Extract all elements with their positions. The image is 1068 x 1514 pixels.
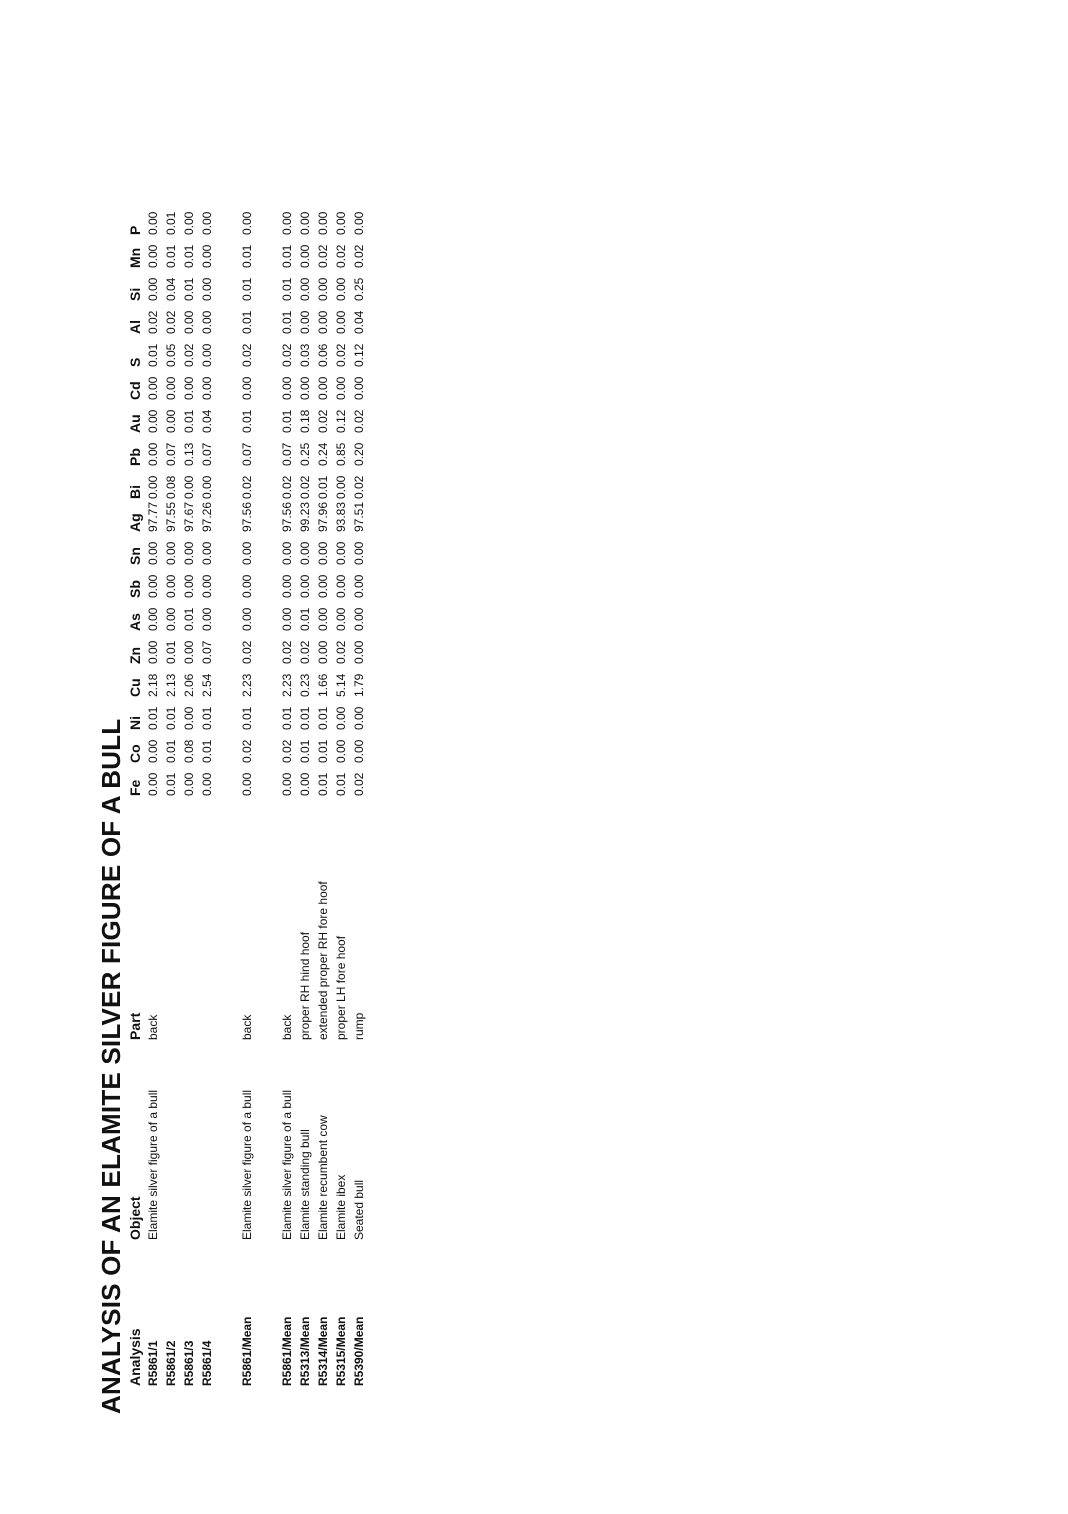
element-value-cell: 97.26	[200, 501, 214, 532]
element-value-cell: 0.00	[280, 376, 294, 400]
element-value-cell: 0.01	[240, 310, 254, 334]
element-value-cell: 0.12	[334, 409, 348, 433]
element-value-cell: 0.00	[240, 772, 254, 796]
element-value-cell: 0.01	[200, 739, 214, 763]
element-value-cell: 0.00	[280, 607, 294, 631]
table-row	[162, 202, 180, 1386]
element-value-cell: 0.00	[316, 640, 330, 664]
element-value-cell: 0.00	[298, 376, 312, 400]
element-value-cell: 0.01	[316, 739, 330, 763]
element-value-cell: 0.00	[164, 574, 178, 598]
element-value-cell: 0.00	[280, 772, 294, 796]
object-cell: Elamite recumbent cow	[316, 1115, 330, 1240]
element-value-cell: 0.06	[316, 343, 330, 367]
element-value-cell: 0.02	[352, 409, 366, 433]
element-value-cell: 0.00	[182, 211, 196, 235]
element-value-cell: 0.00	[182, 475, 196, 499]
element-value-cell: 0.00	[200, 277, 214, 301]
element-value-cell: 0.01	[164, 244, 178, 268]
element-value-cell: 0.01	[182, 409, 196, 433]
element-value-cell: 0.00	[146, 409, 160, 433]
table-header-row	[126, 202, 144, 1386]
element-value-cell: 0.18	[298, 409, 312, 433]
part-cell: extended proper RH fore hoof	[316, 881, 330, 1040]
analysis-id-cell: R5861/4	[200, 1340, 214, 1386]
document-title: ANALYSIS OF AN ELAMITE SILVER FIGURE OF A BULL	[96, 718, 126, 1414]
element-value-cell: 0.00	[200, 541, 214, 565]
part-cell: back	[146, 1014, 160, 1040]
element-value-cell: 0.00	[164, 541, 178, 565]
column-header: Ni	[127, 716, 143, 730]
object-cell	[198, 1040, 216, 1240]
table-row	[144, 202, 162, 1386]
element-value-cell: 0.00	[352, 739, 366, 763]
analysis-id-cell: R5314/Mean	[316, 1316, 330, 1386]
column-header: P	[127, 225, 143, 235]
element-value-cell: 0.01	[240, 409, 254, 433]
analysis-id-cell: R5861/3	[182, 1340, 196, 1386]
element-value-cell: 0.00	[352, 607, 366, 631]
part-cell: proper LH fore hoof	[334, 935, 348, 1040]
column-header: Cd	[127, 381, 143, 400]
element-value-cell: 0.00	[200, 475, 214, 499]
element-value-cell: 0.02	[240, 640, 254, 664]
element-value-cell: 0.00	[200, 211, 214, 235]
object-cell	[180, 1040, 198, 1240]
element-value-cell: 1.66	[316, 673, 330, 697]
element-value-cell: 0.02	[280, 343, 294, 367]
element-value-cell: 0.05	[164, 343, 178, 367]
element-value-cell: 0.00	[316, 310, 330, 334]
element-value-cell: 0.02	[164, 310, 178, 334]
element-value-cell: 0.00	[316, 277, 330, 301]
element-value-cell: 0.00	[146, 607, 160, 631]
table-row	[314, 202, 332, 1386]
element-value-cell: 0.02	[334, 640, 348, 664]
element-value-cell: 0.00	[298, 574, 312, 598]
part-cell: back	[280, 1014, 294, 1040]
element-value-cell: 0.13	[182, 442, 196, 466]
element-value-cell: 0.00	[298, 310, 312, 334]
analysis-id-cell: R5315/Mean	[334, 1316, 348, 1386]
element-value-cell: 0.00	[316, 376, 330, 400]
element-value-cell: 0.02	[280, 739, 294, 763]
element-value-cell: 99.23	[298, 501, 312, 532]
element-value-cell: 0.00	[146, 739, 160, 763]
element-value-cell: 2.18	[146, 673, 160, 697]
object-cell: Elamite silver figure of a bull	[240, 1089, 254, 1240]
element-value-cell: 0.02	[240, 343, 254, 367]
element-value-cell: 0.23	[298, 673, 312, 697]
element-value-cell: 0.00	[298, 277, 312, 301]
column-header: Pb	[127, 448, 143, 466]
column-header: Bi	[127, 485, 143, 499]
element-value-cell: 0.00	[146, 475, 160, 499]
analysis-id-cell: R5313/Mean	[298, 1316, 312, 1386]
element-value-cell: 97.67	[182, 501, 196, 532]
table-row	[332, 202, 350, 1386]
element-value-cell: 0.00	[240, 574, 254, 598]
group-spacer	[256, 202, 278, 1386]
element-value-cell: 0.07	[280, 442, 294, 466]
element-value-cell: 0.00	[182, 706, 196, 730]
object-cell: Elamite silver figure of a bull	[280, 1089, 294, 1240]
element-value-cell: 0.00	[334, 277, 348, 301]
element-value-cell: 0.00	[182, 310, 196, 334]
element-value-cell: 0.00	[182, 376, 196, 400]
element-value-cell: 2.13	[164, 673, 178, 697]
element-value-cell: 0.07	[164, 442, 178, 466]
analysis-id-cell: R5390/Mean	[352, 1316, 366, 1386]
element-value-cell: 0.00	[298, 244, 312, 268]
element-value-cell: 0.00	[200, 772, 214, 796]
element-value-cell: 0.00	[240, 607, 254, 631]
element-value-cell: 0.00	[334, 541, 348, 565]
element-value-cell: 0.00	[240, 211, 254, 235]
element-value-cell: 0.00	[352, 640, 366, 664]
element-value-cell: 0.01	[298, 706, 312, 730]
object-cell: Elamite silver figure of a bull	[146, 1089, 160, 1240]
element-value-cell: 0.01	[316, 772, 330, 796]
object-cell: Seated bull	[352, 1179, 366, 1240]
table-row	[296, 202, 314, 1386]
element-value-cell: 0.00	[164, 376, 178, 400]
element-value-cell: 0.01	[164, 211, 178, 235]
element-value-cell: 0.02	[240, 475, 254, 499]
element-value-cell: 0.02	[352, 244, 366, 268]
element-value-cell: 0.01	[182, 244, 196, 268]
element-value-cell: 93.83	[334, 501, 348, 532]
element-value-cell: 97.56	[240, 501, 254, 532]
element-value-cell: 0.01	[298, 607, 312, 631]
element-value-cell: 0.00	[200, 343, 214, 367]
element-value-cell: 0.02	[240, 739, 254, 763]
element-value-cell: 0.01	[164, 640, 178, 664]
element-value-cell: 0.00	[280, 541, 294, 565]
element-value-cell: 0.00	[334, 310, 348, 334]
group-spacer	[216, 202, 238, 1386]
analysis-id-cell: R5861/Mean	[280, 1316, 294, 1386]
element-value-cell: 0.00	[200, 607, 214, 631]
element-value-cell: 0.01	[146, 343, 160, 367]
element-value-cell: 0.01	[316, 706, 330, 730]
element-value-cell: 97.56	[280, 501, 294, 532]
element-value-cell: 0.00	[146, 772, 160, 796]
element-value-cell: 0.00	[316, 607, 330, 631]
element-value-cell: 97.55	[164, 501, 178, 532]
element-value-cell: 0.00	[200, 376, 214, 400]
element-value-cell: 0.02	[280, 475, 294, 499]
element-value-cell: 0.00	[334, 211, 348, 235]
element-value-cell: 0.01	[164, 772, 178, 796]
table-row	[198, 202, 216, 1386]
element-value-cell: 0.25	[352, 277, 366, 301]
element-value-cell: 97.96	[316, 501, 330, 532]
element-value-cell: 0.00	[352, 541, 366, 565]
element-value-cell: 0.00	[316, 574, 330, 598]
element-value-cell: 0.02	[182, 343, 196, 367]
element-value-cell: 0.12	[352, 343, 366, 367]
element-value-cell: 0.02	[352, 475, 366, 499]
table-body	[144, 202, 368, 1386]
analysis-id-cell: R5861/Mean	[240, 1316, 254, 1386]
element-value-cell: 0.07	[200, 442, 214, 466]
element-value-cell: 0.01	[164, 706, 178, 730]
element-value-cell: 0.00	[334, 607, 348, 631]
object-cell	[162, 1040, 180, 1240]
element-value-cell: 5.14	[334, 673, 348, 697]
column-header: Sn	[127, 547, 143, 565]
analysis-id-cell: R5861/1	[146, 1340, 160, 1386]
element-value-cell: 0.02	[298, 640, 312, 664]
element-value-cell: 0.00	[334, 475, 348, 499]
column-header: As	[127, 613, 143, 631]
element-value-cell: 0.24	[316, 442, 330, 466]
element-value-cell: 0.00	[352, 574, 366, 598]
element-value-cell: 0.00	[240, 541, 254, 565]
element-value-cell: 0.00	[146, 574, 160, 598]
column-header: Part	[127, 1012, 143, 1040]
table-row	[180, 202, 198, 1386]
element-value-cell: 0.00	[146, 541, 160, 565]
element-value-cell: 0.00	[298, 211, 312, 235]
table-row	[238, 202, 256, 1386]
element-value-cell: 0.04	[200, 409, 214, 433]
element-value-cell: 0.08	[164, 475, 178, 499]
element-value-cell: 0.02	[316, 244, 330, 268]
element-value-cell: 0.03	[298, 343, 312, 367]
element-value-cell: 0.01	[240, 244, 254, 268]
element-value-cell: 0.01	[164, 739, 178, 763]
part-cell: rump	[352, 1012, 366, 1040]
element-value-cell: 2.23	[280, 673, 294, 697]
object-cell: Elamite ibex	[334, 1174, 348, 1240]
element-value-cell: 0.00	[334, 376, 348, 400]
element-value-cell: 0.00	[146, 442, 160, 466]
element-value-cell: 0.08	[182, 739, 196, 763]
element-value-cell: 0.01	[240, 706, 254, 730]
element-value-cell: 0.01	[280, 310, 294, 334]
element-value-cell: 0.02	[146, 310, 160, 334]
element-value-cell: 0.02	[316, 409, 330, 433]
column-header: Analysis	[127, 1328, 143, 1386]
element-value-cell: 0.00	[182, 541, 196, 565]
element-value-cell: 0.00	[280, 574, 294, 598]
column-header: Mn	[127, 247, 143, 268]
column-header: Ag	[127, 513, 143, 532]
element-value-cell: 0.00	[298, 772, 312, 796]
part-cell	[180, 796, 198, 1040]
element-value-cell: 0.00	[146, 376, 160, 400]
element-value-cell: 0.85	[334, 442, 348, 466]
object-cell: Elamite standing bull	[298, 1129, 312, 1240]
element-value-cell: 0.01	[298, 739, 312, 763]
element-value-cell: 0.00	[164, 409, 178, 433]
element-value-cell: 0.00	[316, 541, 330, 565]
element-value-cell: 0.01	[280, 409, 294, 433]
element-value-cell: 0.01	[280, 706, 294, 730]
element-value-cell: 0.02	[352, 772, 366, 796]
element-value-cell: 0.01	[200, 706, 214, 730]
element-value-cell: 0.07	[200, 640, 214, 664]
element-value-cell: 0.01	[182, 607, 196, 631]
element-value-cell: 0.00	[334, 706, 348, 730]
element-value-cell: 0.20	[352, 442, 366, 466]
element-value-cell: 0.00	[146, 244, 160, 268]
column-header: Zn	[127, 646, 143, 664]
column-header: Sb	[127, 580, 143, 598]
part-cell: proper RH hind hoof	[298, 931, 312, 1040]
element-value-cell: 0.00	[280, 211, 294, 235]
element-value-cell: 0.02	[298, 475, 312, 499]
element-value-cell: 2.06	[182, 673, 196, 697]
element-value-cell: 0.01	[280, 244, 294, 268]
column-header: Co	[127, 744, 143, 763]
element-value-cell: 0.00	[352, 376, 366, 400]
part-cell: back	[240, 1014, 254, 1040]
element-value-cell: 0.00	[334, 739, 348, 763]
column-header: Cu	[127, 678, 143, 697]
element-value-cell: 0.00	[200, 574, 214, 598]
element-value-cell: 0.00	[146, 640, 160, 664]
column-header: S	[127, 357, 143, 367]
element-value-cell: 0.02	[280, 640, 294, 664]
column-header: Al	[127, 320, 143, 334]
element-value-cell: 0.01	[334, 772, 348, 796]
element-value-cell: 0.00	[334, 574, 348, 598]
table-row	[350, 202, 368, 1386]
element-value-cell: 0.01	[240, 277, 254, 301]
element-value-cell: 0.01	[182, 277, 196, 301]
element-value-cell: 2.54	[200, 673, 214, 697]
element-value-cell: 0.00	[200, 310, 214, 334]
element-value-cell: 97.51	[352, 501, 366, 532]
element-value-cell: 0.00	[298, 541, 312, 565]
element-value-cell: 0.01	[280, 277, 294, 301]
element-value-cell: 0.00	[164, 607, 178, 631]
element-value-cell: 0.04	[352, 310, 366, 334]
analysis-id-cell: R5861/2	[164, 1340, 178, 1386]
element-value-cell: 0.07	[240, 442, 254, 466]
column-header: Si	[127, 287, 143, 301]
element-value-cell: 0.00	[146, 277, 160, 301]
element-value-cell: 0.25	[298, 442, 312, 466]
table-row	[278, 202, 296, 1386]
element-value-cell: 0.00	[182, 640, 196, 664]
element-value-cell: 0.01	[146, 706, 160, 730]
element-value-cell: 0.02	[334, 343, 348, 367]
element-value-cell: 0.00	[146, 211, 160, 235]
element-value-cell: 0.00	[352, 706, 366, 730]
column-header: Fe	[127, 779, 143, 796]
element-value-cell: 0.04	[164, 277, 178, 301]
element-value-cell: 0.00	[316, 211, 330, 235]
part-cell	[198, 796, 216, 1040]
element-value-cell: 0.00	[352, 211, 366, 235]
element-value-cell: 2.23	[240, 673, 254, 697]
element-value-cell: 0.02	[334, 244, 348, 268]
element-value-cell: 0.00	[200, 244, 214, 268]
analysis-table	[126, 202, 368, 1386]
part-cell	[162, 796, 180, 1040]
element-value-cell: 1.79	[352, 673, 366, 697]
element-value-cell: 97.77	[146, 501, 160, 532]
element-value-cell: 0.00	[182, 574, 196, 598]
element-value-cell: 0.01	[316, 475, 330, 499]
element-value-cell: 0.00	[240, 376, 254, 400]
column-header: Object	[127, 1196, 143, 1240]
element-value-cell: 0.00	[182, 772, 196, 796]
column-header: Au	[127, 414, 143, 433]
